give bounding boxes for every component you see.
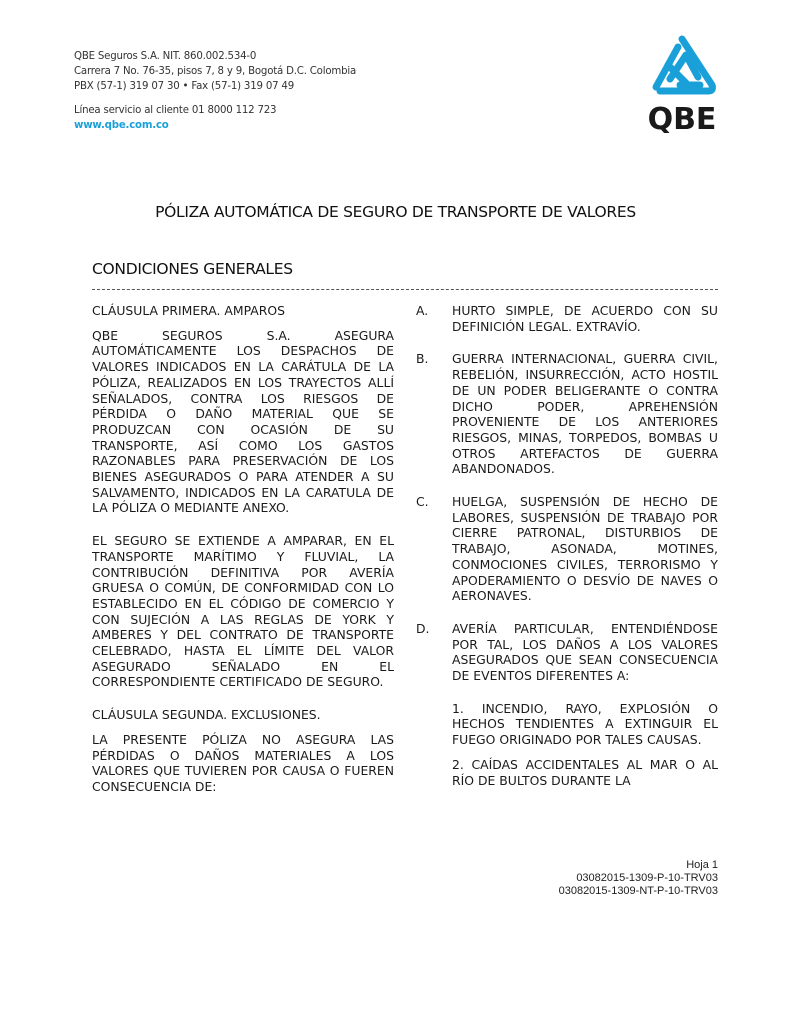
company-name-line: QBE Seguros S.A. NIT. 860.002.534-0	[74, 51, 257, 62]
item-letter: D.	[416, 620, 430, 636]
clause-1-paragraph-1: QBE SEGUROS S.A. ASEGURA AUTOMÁTICAMENTE LOS DESPACHOS DE VALORES INDICADOS EN LA CARÁTULA DE LA PÓLIZA, REALIZADOS EN LOS TRAYECTOS ALLÍ SEÑALADOS, CONTRA LOS RIESGOS DE PÉRDIDA O DAÑO MATERIAL QUE SE PRODUZCAN CON OCASIÓN DE SU TRANSPORTE, ASÍ COMO LOS GASTOS RAZONABLES PARA PRESERVACIÓN DE LOS BIENES ASEGURADOS O PARA ATENDER A SU SALVAMENTO, INDICADOS EN LA CARATULA DE LA PÓLIZA O MEDIANTE ANEXO.	[92, 327, 394, 516]
section-title: CONDICIONES GENERALES	[92, 260, 293, 278]
exclusion-item	[416, 494, 718, 604]
exclusion-item	[416, 621, 718, 684]
item-text: HURTO SIMPLE, DE ACUERDO CON SU DEFINICIÓN LEGAL. EXTRAVÍO.	[452, 303, 718, 334]
item-text: GUERRA INTERNACIONAL, GUERRA CIVIL, REBELIÓN, INSURRECCIÓN, ACTO HOSTIL DE UN PODER BELIGERANTE O CONTRA DICHO PODER, APREHENSIÓN PROVENIENTE DE LOS ANTERIORES RIESGOS, MINAS, TORPEDOS, BOMBAS U OTROS ARTEFACTOS DE GUERRA ABANDONADOS.	[452, 351, 718, 477]
exclusion-item	[416, 351, 718, 477]
item-text: AVERÍA PARTICULAR, ENTENDIÉNDOSE POR TAL, LOS DAÑOS A LOS VALORES ASEGURADOS QUE SEAN CONSECUENCIA DE EVENTOS DIFERENTES A:	[452, 620, 718, 684]
qbe-logo	[640, 33, 725, 133]
item-letter: C.	[416, 494, 429, 510]
exclusion-subitem: 2. CAÍDAS ACCIDENTALES AL MAR O AL RÍO DE BULTOS DURANTE LA	[452, 756, 718, 788]
clause-2-paragraph-1: LA PRESENTE PÓLIZA NO ASEGURA LAS PÉRDIDAS O DAÑOS MATERIALES A LOS VALORES QUE TUVIEREN POR CAUSA O FUEREN CONSECUENCIA DE:	[92, 731, 394, 794]
clause-2-heading: CLÁUSULA SEGUNDA. EXCLUSIONES.	[92, 707, 321, 723]
exclusion-subitem: 1. INCENDIO, RAYO, EXPLOSIÓN O HECHOS TENDIENTES A EXTINGUIR EL FUEGO ORIGINADO POR TALES CAUSAS.	[452, 700, 718, 748]
left-column	[92, 303, 394, 804]
clause-1-paragraph-2: EL SEGURO SE EXTIENDE A AMPARAR, EN EL TRANSPORTE MARÍTIMO Y FLUVIAL, LA CONTRIBUCIÓN DEFINITIVA POR AVERÍA GRUESA O COMÚN, DE CONFORMIDAD CON LO ESTABLECIDO EN EL CÓDIGO DE COMERCIO Y CON SUJECIÓN A LAS REGLAS DE YORK Y AMBERES Y DEL CONTRATO DE TRANSPORTE CELEBRADO, HASTA EL LÍMITE DEL VALOR ASEGURADO SEÑALADO EN EL CORRESPONDIENTE CERTIFICADO DE SEGURO.	[92, 533, 394, 690]
item-letter: A.	[416, 303, 429, 318]
clause-1-heading: CLÁUSULA PRIMERA. AMPAROS	[92, 303, 285, 318]
exclusion-item	[416, 303, 718, 334]
logo-text: QBE	[647, 102, 717, 133]
document-title: PÓLIZA AUTOMÁTICA DE SEGURO DE TRANSPORTE DE VALORES	[155, 203, 636, 221]
page-number: Hoja 1	[686, 859, 718, 871]
qbe-triangle-logo-icon	[640, 33, 725, 133]
item-text: HUELGA, SUSPENSIÓN DE HECHO DE LABORES, SUSPENSIÓN DE TRABAJO POR CIERRE PATRONAL, DISTURBIOS DE TRABAJO, ASONADA, MOTINES, CONMOCIONES CIVILES, TERRORISMO Y APODERAMIENTO O DESVÍO DE NAVES O AERONAVES.	[452, 494, 718, 604]
company-phone-line: PBX (57-1) 319 07 30 • Fax (57-1) 319 07 49	[74, 81, 294, 92]
company-address-line: Carrera 7 No. 76-35, pisos 7, 8 y 9, Bogotá D.C. Colombia	[74, 66, 357, 77]
page-footer	[559, 859, 718, 898]
right-column	[416, 303, 718, 797]
company-info	[74, 49, 356, 133]
section-divider	[92, 289, 718, 290]
item-letter: B.	[416, 351, 429, 367]
customer-service-line: Línea servicio al cliente 01 8000 112 723	[74, 105, 277, 116]
website-link[interactable]: www.qbe.com.co	[74, 120, 169, 131]
document-code-1: 03082015-1309-P-10-TRV03	[576, 872, 718, 884]
document-code-2: 03082015-1309-NT-P-10-TRV03	[558, 885, 718, 897]
